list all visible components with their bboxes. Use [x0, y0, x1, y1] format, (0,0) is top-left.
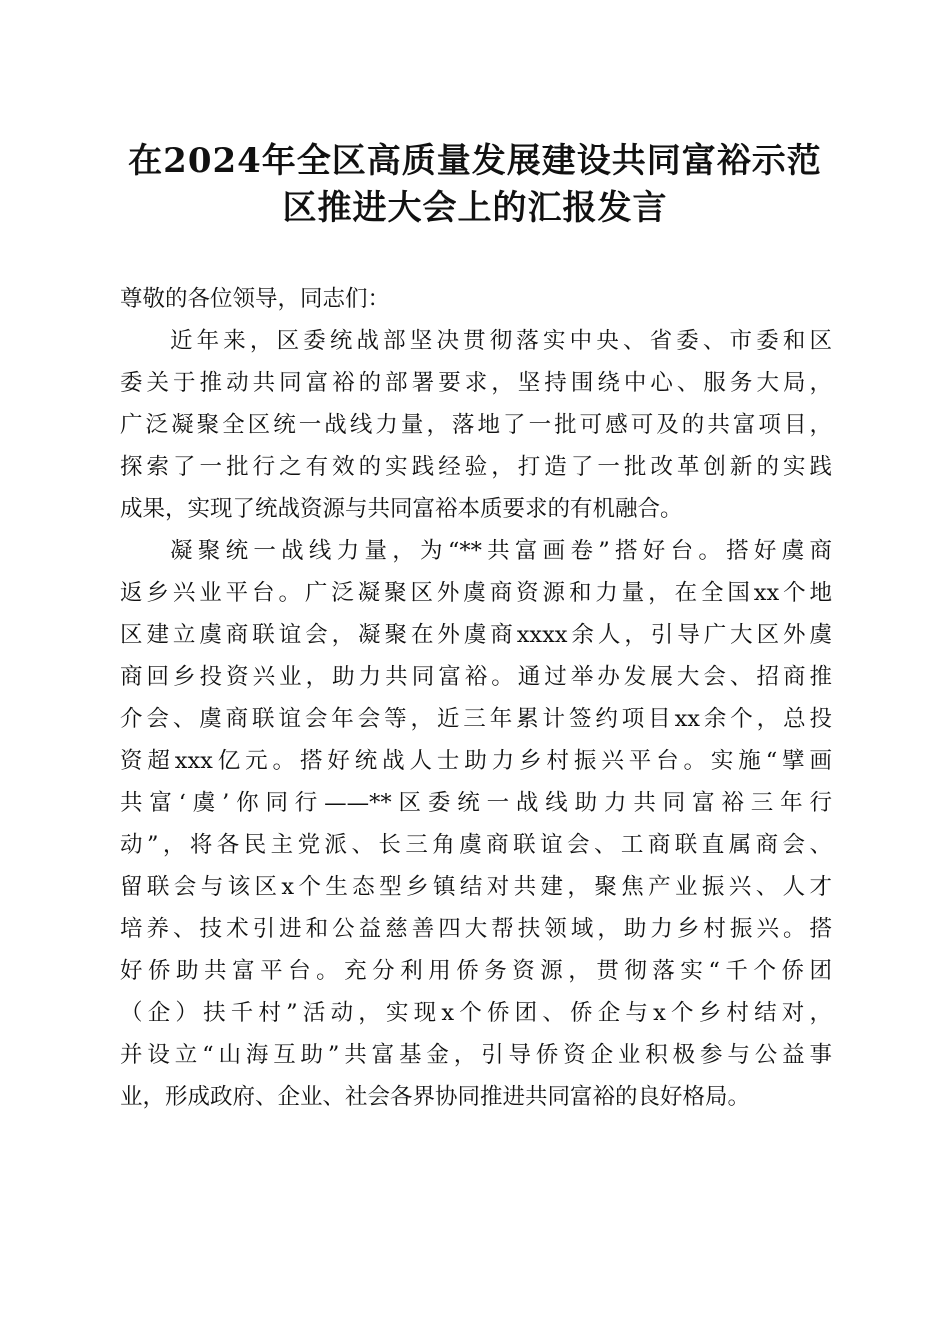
paragraph-2-line: 区建立虞商联谊会，凝聚在外虞商xxxx余人，引导广大区外虞	[120, 622, 832, 648]
paragraph-2-line: 商回乡投资兴业，助力共同富裕。通过举办发展大会、招商推	[120, 664, 832, 690]
paragraph-2-line: 介会、虞商联谊会年会等，近三年累计签约项目xx余个，总投	[120, 706, 832, 732]
paragraph-1-line: 探索了一批行之有效的实践经验，打造了一批改革创新的实践	[120, 454, 832, 480]
paragraph-2-line: 共富‘虞’你同行——**区委统一战线助力共同富裕三年行	[120, 790, 832, 816]
paragraph-2-line: 动”，将各民主党派、长三角虞商联谊会、工商联直属商会、	[120, 832, 832, 858]
paragraph-2-line: 并设立“山海互助”共富基金，引导侨资企业积极参与公益事	[120, 1042, 832, 1068]
paragraph-2-line: 资超xxx亿元。搭好统战人士助力乡村振兴平台。实施“擘画	[120, 748, 832, 774]
paragraph-1-line: 成果，实现了统战资源与共同富裕本质要求的有机融合。	[120, 496, 683, 522]
paragraph-1-line: 近年来，区委统战部坚决贯彻落实中央、省委、市委和区	[170, 328, 832, 354]
paragraph-1-line: 委关于推动共同富裕的部署要求，坚持围绕中心、服务大局，	[120, 370, 832, 396]
document-body	[120, 278, 832, 1118]
paragraph-2	[120, 530, 832, 1118]
paragraph-2-line: 凝聚统一战线力量，为“**共富画卷”搭好台。搭好虞商	[170, 538, 832, 564]
paragraph-2-line: 返乡兴业平台。广泛凝聚区外虞商资源和力量，在全国xx个地	[120, 580, 832, 606]
document-title	[100, 138, 850, 232]
paragraph-2-line: 培养、技术引进和公益慈善四大帮扶领域，助力乡村振兴。搭	[120, 916, 832, 942]
paragraph-2-line: （企）扶千村”活动，实现x个侨团、侨企与x个乡村结对，	[120, 1000, 832, 1026]
paragraph-1-line: 广泛凝聚全区统一战线力量，落地了一批可感可及的共富项目，	[120, 412, 832, 438]
title-line-2: 区推进大会上的汇报发言	[282, 188, 668, 228]
title-line-1: 在2024年全区高质量发展建设共同富裕示范	[128, 141, 822, 181]
salutation: 尊敬的各位领导，同志们：	[120, 286, 391, 312]
paragraph-2-line: 业，形成政府、企业、社会各界协同推进共同富裕的良好格局。	[120, 1084, 751, 1110]
paragraph-2-line: 留联会与该区x个生态型乡镇结对共建，聚焦产业振兴、人才	[120, 874, 832, 900]
paragraph-1	[120, 320, 832, 530]
paragraph-2-line: 好侨助共富平台。充分利用侨务资源，贯彻落实“千个侨团	[120, 958, 832, 984]
